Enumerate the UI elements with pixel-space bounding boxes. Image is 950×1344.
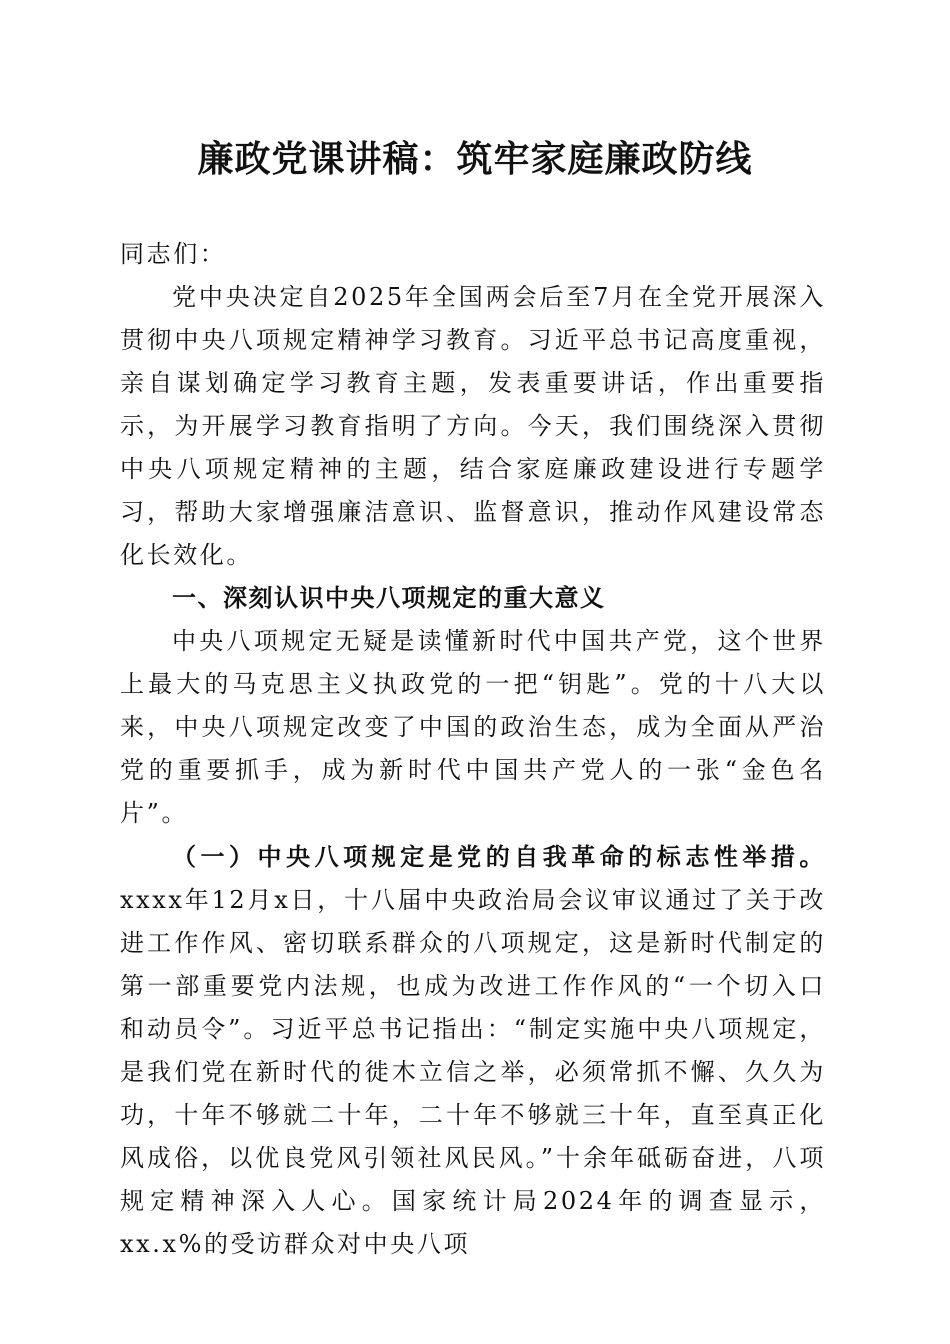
subsection-1-lead: （一）中央八项规定是党的自我革命的标志性举措。: [172, 842, 826, 871]
document-body: [120, 233, 826, 1266]
salutation: 同志们：: [120, 240, 227, 268]
section-1-paragraph: 中央八项规定无疑是读懂新时代中国共产党，这个世界上最大的马克思主义执政党的一把“钥匙”。党的十八大以来，中央八项规定改变了中国的政治生态，成为全面从严治党的重要抓手，成为新时代中国共产党人的一张“金色名片”。: [120, 627, 826, 827]
subsection-1-body: xxxx年12月x日，十八届中央政治局会议审议通过了关于改进工作作风、密切联系群众的八项规定，这是新时代制定的第一部重要党内法规，也成为改进工作作风的“一个切入口和动员令”。习近平总书记指出：“制定实施中央八项规定，是我们党在新时代的徙木立信之举，必须常抓不懈、久久为功，十年不够就二十年，二十年不够就三十年，直至真正化风成俗，以优良党风引领社风民风。”十余年砥砺奋进，八项规定精神深入人心。国家统计局2024年的调查显示，xx.x%的受访群众对中央八项: [120, 886, 826, 1258]
intro-paragraph: 党中央决定自2025年全国两会后至7月在全党开展深入贯彻中央八项规定精神学习教育。习近平总书记高度重视，亲自谋划确定学习教育主题，发表重要讲话，作出重要指示，为开展学习教育指明了方向。今天，我们围绕深入贯彻中央八项规定精神的主题，结合家庭廉政建设进行专题学习，帮助大家增强廉洁意识、监督意识，推动作风建设常态化长效化。: [120, 283, 826, 569]
subsection-1-paragraph: [120, 835, 826, 1266]
section-heading-1: 一、深刻认识中央八项规定的重大意义: [172, 584, 606, 612]
document-title: 廉政党课讲稿：筑牢家庭廉政防线: [197, 138, 753, 180]
